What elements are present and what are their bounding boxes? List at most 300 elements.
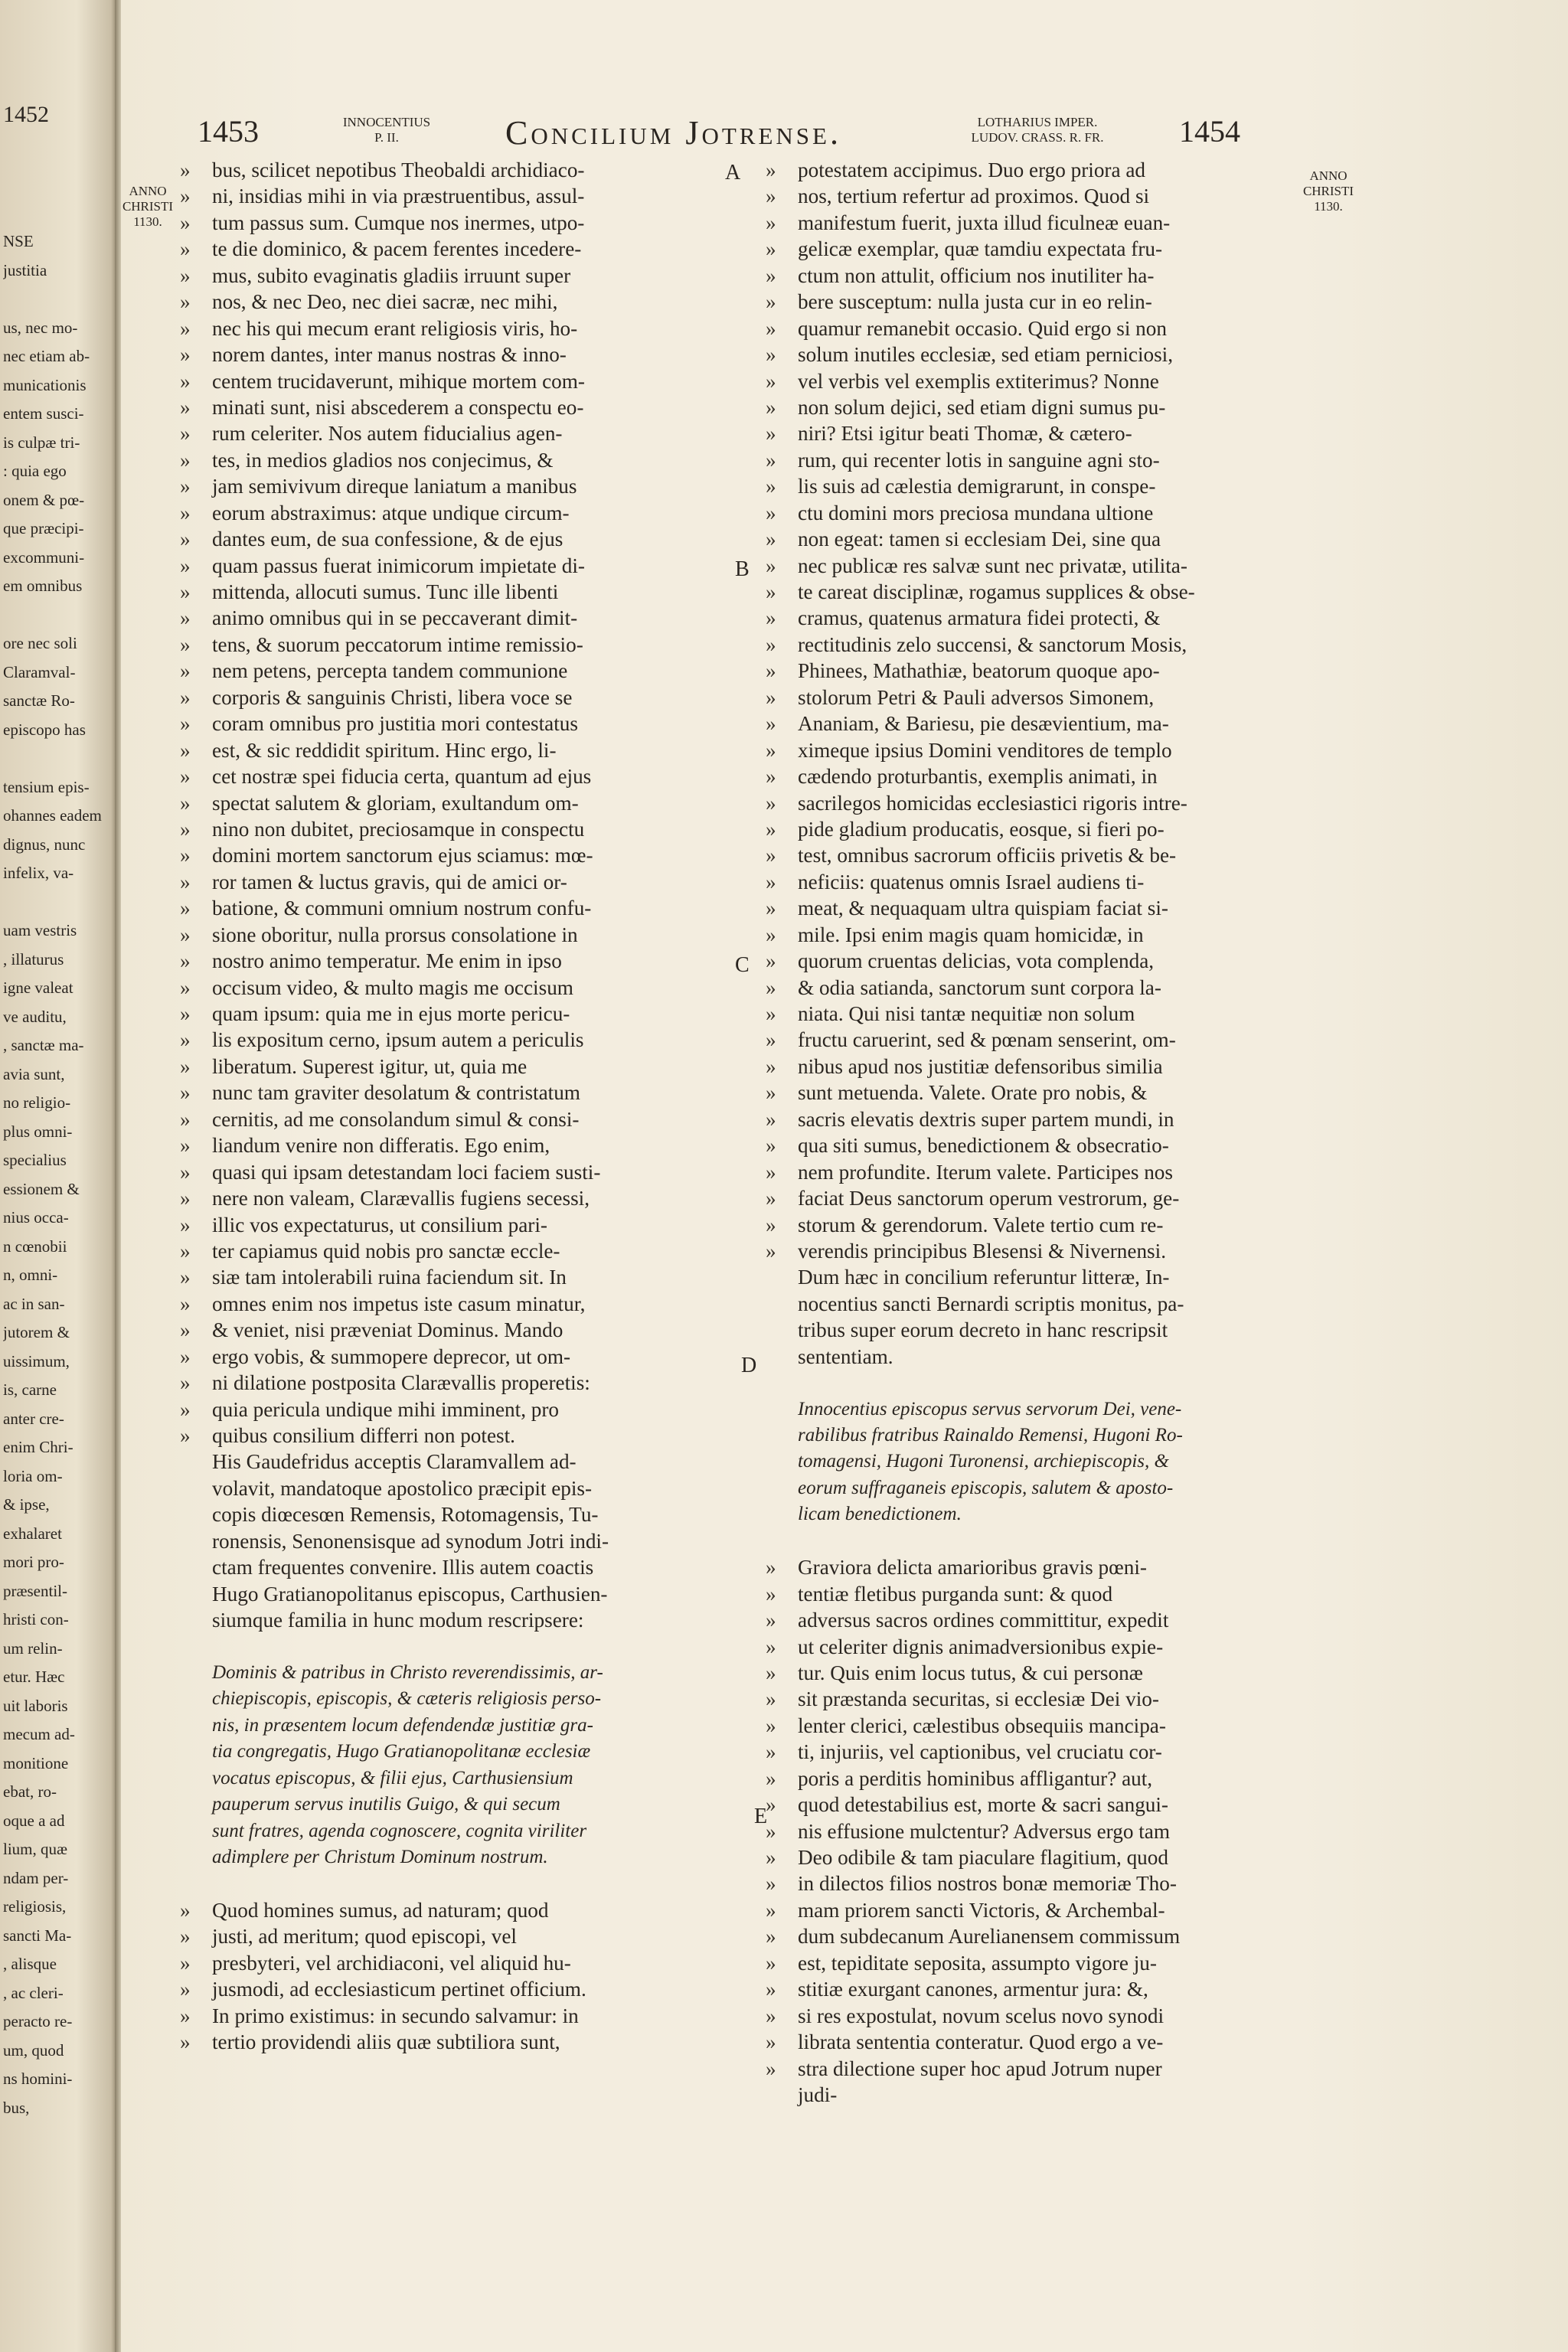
quote-mark: » <box>180 580 191 603</box>
quote-mark: » <box>766 1054 776 1078</box>
quote-mark: » <box>180 1107 191 1131</box>
line-text: His Gaudefridus acceptis Claramvallem ad- <box>212 1450 577 1474</box>
line-text: rum celeriter. Nos autem fiducialius agen- <box>212 422 563 446</box>
text-line <box>766 2003 1325 2029</box>
line-text: lis suis ad cælestia demigrarunt, in conspe- <box>798 475 1156 498</box>
quote-mark: » <box>766 1872 776 1896</box>
quote-mark: » <box>766 738 776 762</box>
text-line <box>180 263 750 289</box>
text-line <box>766 315 1325 341</box>
text-line <box>766 1739 1325 1765</box>
line-text: cet nostræ spei fiducia certa, quantum ad ejus <box>212 765 592 789</box>
text-line <box>180 1080 750 1106</box>
section-marker-b: B <box>735 557 750 581</box>
previous-page-line: jutorem & <box>3 1323 70 1341</box>
quote-mark: » <box>766 712 776 736</box>
text-line <box>180 1818 750 1844</box>
quote-mark: » <box>180 158 191 181</box>
quote-mark: » <box>766 501 776 524</box>
quote-mark: » <box>766 211 776 234</box>
text-line <box>180 1686 750 1712</box>
text-line <box>180 1976 750 2002</box>
text-line <box>180 289 750 315</box>
previous-page-line: dignus, nunc <box>3 835 86 854</box>
previous-page-line: ns homini- <box>3 2069 73 2088</box>
quote-mark: » <box>180 395 191 419</box>
previous-page-line: igne valeat <box>3 978 74 997</box>
line-text: ut celeriter dignis animadversionibus expie- <box>798 1635 1164 1658</box>
quote-mark: » <box>180 765 191 789</box>
section-marker-e: E <box>754 1805 768 1828</box>
text-line <box>766 763 1325 789</box>
previous-page-line: etur. Hæc <box>3 1668 65 1686</box>
text-line <box>766 1897 1325 1923</box>
quote-mark: » <box>180 1344 191 1368</box>
quote-mark: » <box>180 632 191 656</box>
right-page-number: 1454 <box>1179 114 1240 149</box>
text-line <box>766 183 1325 209</box>
line-text: poris a perditis hominibus affligantur? aut, <box>798 1766 1153 1790</box>
quote-mark: » <box>180 211 191 234</box>
line-text: chiepiscopis, episcopis, & cæteris religiosis perso- <box>212 1688 602 1710</box>
line-text: si res expostulat, novum scelus novo synodi <box>798 2004 1165 2027</box>
text-line <box>180 183 750 209</box>
previous-page-line: monitione <box>3 1753 69 1772</box>
text-line <box>180 500 750 526</box>
line-text: lis expositum cerno, ipsum autem a periculis <box>212 1028 584 1052</box>
quote-mark: » <box>180 1318 191 1342</box>
line-text: mile. Ipsi enim magis quam homicidæ, in <box>798 923 1144 946</box>
line-text: ronensis, Senonensisque ad synodum Jotri indi- <box>212 1529 609 1553</box>
text-line <box>180 1027 750 1053</box>
line-text: verendis principibus Blesensi & Nivernensi. <box>798 1239 1166 1263</box>
line-text: meat, & nequaquam ultra quispiam faciat si- <box>798 897 1168 920</box>
line-text: Quod homines sumus, ad naturam; quod <box>212 1898 549 1922</box>
previous-page-line: municationis <box>3 375 87 394</box>
line-text: nunc tam graviter desolatum & contristatum <box>212 1081 580 1105</box>
quote-mark: » <box>766 844 776 867</box>
text-line <box>180 1923 750 1949</box>
line-text: Ananiam, & Bariesu, pie desævientium, ma- <box>798 712 1169 736</box>
text-line <box>180 842 750 868</box>
text-line <box>180 658 750 684</box>
previous-page-line: oque a ad <box>3 1811 65 1830</box>
text-line <box>766 447 1325 473</box>
line-text: eorum abstraximus: atque undique circum- <box>212 501 570 524</box>
text-line <box>180 1766 750 1792</box>
line-text: centem trucidaverunt, mihique mortem com- <box>212 369 585 393</box>
text-line <box>766 1159 1325 1185</box>
quote-mark: » <box>766 343 776 367</box>
text-line <box>180 473 750 499</box>
quote-mark: » <box>180 1134 191 1158</box>
previous-page-line: no religio- <box>3 1093 71 1112</box>
running-head-line: P. II. <box>374 130 399 145</box>
line-text: quasi qui ipsam detestandam loci faciem susti- <box>212 1160 601 1184</box>
text-line <box>180 1607 750 1633</box>
quote-mark: » <box>766 1898 776 1922</box>
line-text: tentiæ fletibus purganda sunt: & quod <box>798 1582 1113 1606</box>
line-text: quam ipsum: quia me in ejus morte pericu- <box>212 1002 570 1025</box>
line-text: nec his qui mecum erant religiosis viris, ho- <box>212 316 578 340</box>
previous-page-line: ore nec soli <box>3 634 77 652</box>
text-line <box>766 1027 1325 1053</box>
previous-page-line: uit laboris <box>3 1696 68 1715</box>
quote-mark: » <box>180 975 191 999</box>
line-text: mam priorem sancti Victoris, & Archembal- <box>798 1898 1165 1922</box>
line-text: minati sunt, nisi abscederem a conspectu eo- <box>212 395 584 419</box>
line-text: vel verbis vel exemplis extiterimus? Nonne <box>798 369 1159 393</box>
quote-mark: » <box>180 369 191 393</box>
line-text: faciat Deus sanctorum operum vestrorum, ge- <box>798 1187 1180 1210</box>
quote-mark: » <box>180 1371 191 1395</box>
quote-mark: » <box>180 738 191 762</box>
quote-mark: » <box>766 1160 776 1184</box>
line-text: ni, insidias mihi in via præstruentibus, assul- <box>212 185 585 208</box>
line-text: Innocentius episcopus servus servorum Dei, vene- <box>798 1398 1182 1419</box>
previous-page-line: & ipse, <box>3 1495 50 1514</box>
quote-mark: » <box>180 1978 191 2001</box>
quote-mark: » <box>180 316 191 340</box>
text-line <box>766 1212 1325 1238</box>
quote-mark: » <box>180 290 191 314</box>
line-text: sunt metuenda. Valete. Orate pro nobis, & <box>798 1081 1148 1105</box>
text-line <box>766 1554 1325 1580</box>
text-line <box>766 1528 1325 1554</box>
line-text: justi, ad meritum; quod episcopi, vel <box>212 1925 517 1949</box>
text-line <box>766 632 1325 658</box>
previous-page-line: NSE <box>3 232 34 250</box>
text-line <box>180 710 750 737</box>
line-text: occisum video, & multo magis me occisum <box>212 975 573 999</box>
line-text: domini mortem sanctorum ejus sciamus: mœ- <box>212 844 593 867</box>
quote-mark: » <box>766 1766 776 1790</box>
line-text: rabilibus fratribus Rainaldo Remensi, Hugoni Ro- <box>798 1425 1183 1446</box>
line-text: te careat disciplinæ, rogamus supplices & obse- <box>798 580 1195 603</box>
line-text: cramus, quatenus armatura fidei protecti, & <box>798 606 1161 630</box>
text-line <box>766 710 1325 737</box>
previous-page-line: , alisque <box>3 1955 57 1973</box>
line-text: nis, in præsentem locum defendendæ justitiæ gra- <box>212 1714 593 1736</box>
quote-mark: » <box>180 554 191 577</box>
quote-mark: » <box>766 1925 776 1949</box>
text-line <box>766 1607 1325 1633</box>
line-text: est, tepiditate seposita, assumpto vigore ju- <box>798 1951 1157 1975</box>
line-text: quamur remanebit occasio. Quid ergo si non <box>798 316 1167 340</box>
page-title: Concilium Jotrense. <box>505 114 841 152</box>
text-line <box>180 1475 750 1501</box>
text-line <box>766 1634 1325 1660</box>
previous-page-line: justitia <box>3 260 47 279</box>
text-line <box>180 2029 750 2055</box>
line-text: niata. Qui nisi tantæ nequitiæ non solum <box>798 1002 1135 1025</box>
line-text: lenter clerici, cælestibus obsequiis mancipa- <box>798 1713 1166 1737</box>
text-line <box>766 1501 1325 1527</box>
text-line <box>766 210 1325 236</box>
quote-mark: » <box>766 949 776 973</box>
line-text: spectat salutem & gloriam, exultandum om- <box>212 791 579 815</box>
quote-mark: » <box>766 237 776 261</box>
previous-page-line: nius occa- <box>3 1208 69 1227</box>
quote-mark: » <box>766 897 776 920</box>
quote-mark: » <box>766 422 776 446</box>
line-text: nostro animo temperatur. Me enim in ipso <box>212 949 562 973</box>
quote-mark: » <box>180 343 191 367</box>
text-line <box>766 684 1325 710</box>
line-text: sententiam. <box>798 1344 893 1368</box>
quote-mark: » <box>766 765 776 789</box>
line-text: gelicæ exemplar, quæ tamdiu expectata fru- <box>798 237 1163 261</box>
quote-mark: » <box>180 949 191 973</box>
quote-mark: » <box>180 791 191 815</box>
previous-page-line: , sanctæ ma- <box>3 1036 84 1054</box>
quote-mark: » <box>180 1054 191 1078</box>
previous-page-line: sancti Ma- <box>3 1926 72 1945</box>
line-text: tes, in medios gladios nos conjecimus, & <box>212 448 554 472</box>
previous-page-line: mecum ad- <box>3 1725 75 1743</box>
text-line <box>180 1660 750 1686</box>
text-line <box>180 1844 750 1870</box>
text-line <box>180 895 750 921</box>
text-line <box>180 605 750 631</box>
line-text: ctu domini mors preciosa mundana ultione <box>798 501 1154 524</box>
line-text: neficiis: quatenus omnis Israel audiens ti- <box>798 870 1145 893</box>
quote-mark: » <box>766 817 776 841</box>
quote-mark: » <box>766 290 776 314</box>
quote-mark: » <box>766 2004 776 2027</box>
line-text: potestatem accipimus. Duo ergo priora ad <box>798 158 1145 181</box>
text-line <box>180 790 750 816</box>
anno-christi-left <box>113 184 182 230</box>
quote-mark: » <box>766 1819 776 1843</box>
text-line <box>766 157 1325 183</box>
quote-mark: » <box>180 501 191 524</box>
quote-mark: » <box>766 1187 776 1210</box>
quote-mark: » <box>766 870 776 893</box>
quote-mark: » <box>766 1609 776 1632</box>
line-text: test, omnibus sacrorum officiis privetis & be- <box>798 844 1177 867</box>
line-text: stolorum Petri & Pauli adversos Simonem, <box>798 685 1155 709</box>
previous-page-line: entem susci- <box>3 404 84 423</box>
text-line <box>180 447 750 473</box>
text-line <box>180 869 750 895</box>
quote-mark: » <box>766 554 776 577</box>
line-text: dum subdecanum Aurelianensem commissum <box>798 1925 1181 1949</box>
line-text: animo omnibus qui in se peccaverant dimit- <box>212 606 578 630</box>
previous-page-line: peracto re- <box>3 2012 73 2030</box>
line-text: nino non dubitet, preciosamque in conspectu <box>212 817 585 841</box>
text-line <box>766 236 1325 262</box>
quote-mark: » <box>180 817 191 841</box>
line-text: cædendo proturbantis, exemplis animati, in <box>798 765 1158 789</box>
quote-mark: » <box>180 1898 191 1922</box>
line-text: fructu caruerint, sed & pœnam senserint, om- <box>798 1028 1176 1052</box>
text-line <box>766 579 1325 605</box>
text-line <box>766 473 1325 499</box>
text-line <box>766 1185 1325 1211</box>
quote-mark: » <box>766 528 776 551</box>
quote-mark: » <box>180 263 191 287</box>
quote-mark: » <box>180 448 191 472</box>
text-line <box>180 1264 750 1290</box>
line-text: pauperum servus inutilis Guigo, & qui secum <box>212 1794 560 1815</box>
quote-mark: » <box>766 1846 776 1869</box>
quote-mark: » <box>766 448 776 472</box>
previous-page-edge <box>0 0 115 2352</box>
previous-page-line: um relin- <box>3 1638 63 1658</box>
line-text: rectitudinis zelo succensi, & sanctorum Mosis, <box>798 632 1187 656</box>
line-text: sunt fratres, agenda cognoscere, cognita viriliter <box>212 1820 587 1841</box>
line-text: sit præstanda securitas, si ecclesiæ Dei vio- <box>798 1687 1159 1711</box>
text-line <box>180 1185 750 1211</box>
line-text: nibus apud nos justitiæ defensoribus similia <box>798 1054 1163 1078</box>
line-text: librata sententia conteratur. Quod ergo a ve- <box>798 2030 1164 2054</box>
text-line <box>766 1818 1325 1844</box>
section-marker-c: C <box>735 953 750 977</box>
text-line <box>180 632 750 658</box>
text-line <box>180 816 750 842</box>
quote-mark: » <box>766 2056 776 2080</box>
text-line <box>766 1106 1325 1132</box>
quote-mark: » <box>180 1002 191 1025</box>
text-line <box>180 1054 750 1080</box>
line-text: rum, qui recenter lotis in sanguine agni sto- <box>798 448 1160 472</box>
text-line <box>180 684 750 710</box>
text-line <box>180 236 750 262</box>
line-text: nos, & nec Deo, nec diei sacræ, nec mihi, <box>212 290 558 314</box>
text-line <box>766 790 1325 816</box>
quote-mark: » <box>180 1424 191 1447</box>
text-line <box>180 579 750 605</box>
previous-page-line: anter cre- <box>3 1409 64 1428</box>
quote-mark: » <box>766 632 776 656</box>
line-text: norem dantes, inter manus nostras & inno- <box>212 343 567 367</box>
text-line <box>766 842 1325 868</box>
quote-mark: » <box>766 975 776 999</box>
quote-mark: » <box>766 1134 776 1158</box>
line-text: illic vos expectaturus, ut consilium pari- <box>212 1213 547 1236</box>
line-text: ergo vobis, & summopere deprecor, ut om- <box>212 1344 571 1368</box>
quote-mark: » <box>180 2004 191 2027</box>
running-head-line: INNOCENTIUS <box>342 115 431 129</box>
line-text: pide gladium producatis, eosque, si fieri po- <box>798 817 1165 841</box>
text-line <box>766 289 1325 315</box>
previous-page-line: , ac cleri- <box>3 1983 64 2002</box>
line-text: siæ tam intolerabili ruina faciendum sit. In <box>212 1266 567 1289</box>
line-text: licam benedictionem. <box>798 1504 962 1525</box>
text-line <box>766 394 1325 420</box>
line-text: & odia satianda, sanctorum sunt corpora la- <box>798 975 1161 999</box>
text-line <box>766 368 1325 394</box>
previous-page-line: bus, <box>3 2098 30 2117</box>
section-marker-d: D <box>741 1354 757 1377</box>
text-line <box>766 1317 1325 1343</box>
text-line <box>766 1475 1325 1501</box>
line-text: cernitis, ad me consolandum simul & consi- <box>212 1107 580 1131</box>
quote-mark: » <box>766 606 776 630</box>
text-line <box>180 1528 750 1554</box>
text-line <box>766 816 1325 842</box>
line-text: judi- <box>798 2082 838 2106</box>
text-line <box>766 526 1325 552</box>
line-text: liandum venire non differatis. Ego enim, <box>212 1134 550 1158</box>
quote-mark: » <box>180 685 191 709</box>
line-text: tens, & suorum peccatorum intime remissio- <box>212 632 583 656</box>
quote-mark: » <box>180 923 191 946</box>
line-text: manifestum fuerit, juxta illud ficulneæ euan- <box>798 211 1171 234</box>
text-line <box>766 1449 1325 1475</box>
quote-mark: » <box>180 1081 191 1105</box>
line-text: ni dilatione postposita Clarævallis properetis: <box>212 1371 590 1395</box>
line-text: niri? Etsi igitur beati Thomæ, & cætero- <box>798 422 1132 446</box>
previous-page-line: præsentil- <box>3 1581 67 1600</box>
text-line <box>766 1766 1325 1792</box>
quote-mark: » <box>180 1187 191 1210</box>
line-text: nec publicæ res salvæ sunt nec privatæ, utilita- <box>798 554 1187 577</box>
text-line <box>766 922 1325 948</box>
line-text: est, & sic reddidit spiritum. Hinc ergo, li- <box>212 738 557 762</box>
previous-page-line: is, carne <box>3 1380 57 1399</box>
right-running-head <box>938 115 1137 145</box>
text-line <box>766 2056 1325 2082</box>
text-line <box>766 737 1325 763</box>
quote-mark: » <box>180 2030 191 2054</box>
quote-mark: » <box>180 1266 191 1289</box>
left-running-head <box>322 115 452 145</box>
previous-page-line: exhalaret <box>3 1524 62 1543</box>
line-text: corporis & sanguinis Christi, libera voce se <box>212 685 573 709</box>
text-line <box>766 948 1325 974</box>
quote-mark: » <box>180 897 191 920</box>
text-line <box>180 1159 750 1185</box>
previous-page-line: ndam per- <box>3 1868 69 1887</box>
previous-page-line: infelix, va- <box>3 864 74 882</box>
line-text: non solum dejici, sed etiam digni sumus pu- <box>798 395 1166 419</box>
quote-mark: » <box>766 1740 776 1764</box>
line-text: quia pericula undique mihi imminent, pro <box>212 1397 560 1421</box>
text-line <box>180 975 750 1001</box>
text-line <box>180 1501 750 1527</box>
previous-page-line: sanctæ Ro- <box>3 691 75 710</box>
text-line <box>180 737 750 763</box>
line-text: ctum non attulit, officium nos inutiliter ha- <box>798 263 1155 287</box>
text-line <box>766 1792 1325 1818</box>
previous-page-line: em omnibus <box>3 577 83 595</box>
previous-page-line: essionem & <box>3 1179 80 1198</box>
previous-page-line: excommuni- <box>3 547 85 567</box>
text-line <box>766 658 1325 684</box>
text-line <box>766 1054 1325 1080</box>
previous-page-line: Claramval- <box>3 662 76 681</box>
text-line <box>766 420 1325 446</box>
line-text: Dominis & patribus in Christo reverendissimis, ar- <box>212 1661 603 1683</box>
previous-page-line: ebat, ro- <box>3 1782 57 1801</box>
quote-mark: » <box>766 395 776 419</box>
line-text: sione oboritur, nulla prorsus consolatione in <box>212 923 578 946</box>
previous-page-line: specialius <box>3 1151 67 1169</box>
running-head-line: LUDOV. CRASS. R. FR. <box>971 130 1104 145</box>
text-line <box>180 553 750 579</box>
text-line <box>180 1132 750 1158</box>
quote-mark: » <box>766 158 776 181</box>
line-text: quod detestabilius est, morte & sacri sangui- <box>798 1793 1168 1817</box>
line-text: copis diœcesœn Remensis, Rotomagensis, Tu- <box>212 1503 599 1527</box>
quote-mark: » <box>766 685 776 709</box>
quote-mark: » <box>766 1713 776 1737</box>
text-line <box>766 1423 1325 1449</box>
text-line <box>766 975 1325 1001</box>
quote-mark: » <box>180 844 191 867</box>
